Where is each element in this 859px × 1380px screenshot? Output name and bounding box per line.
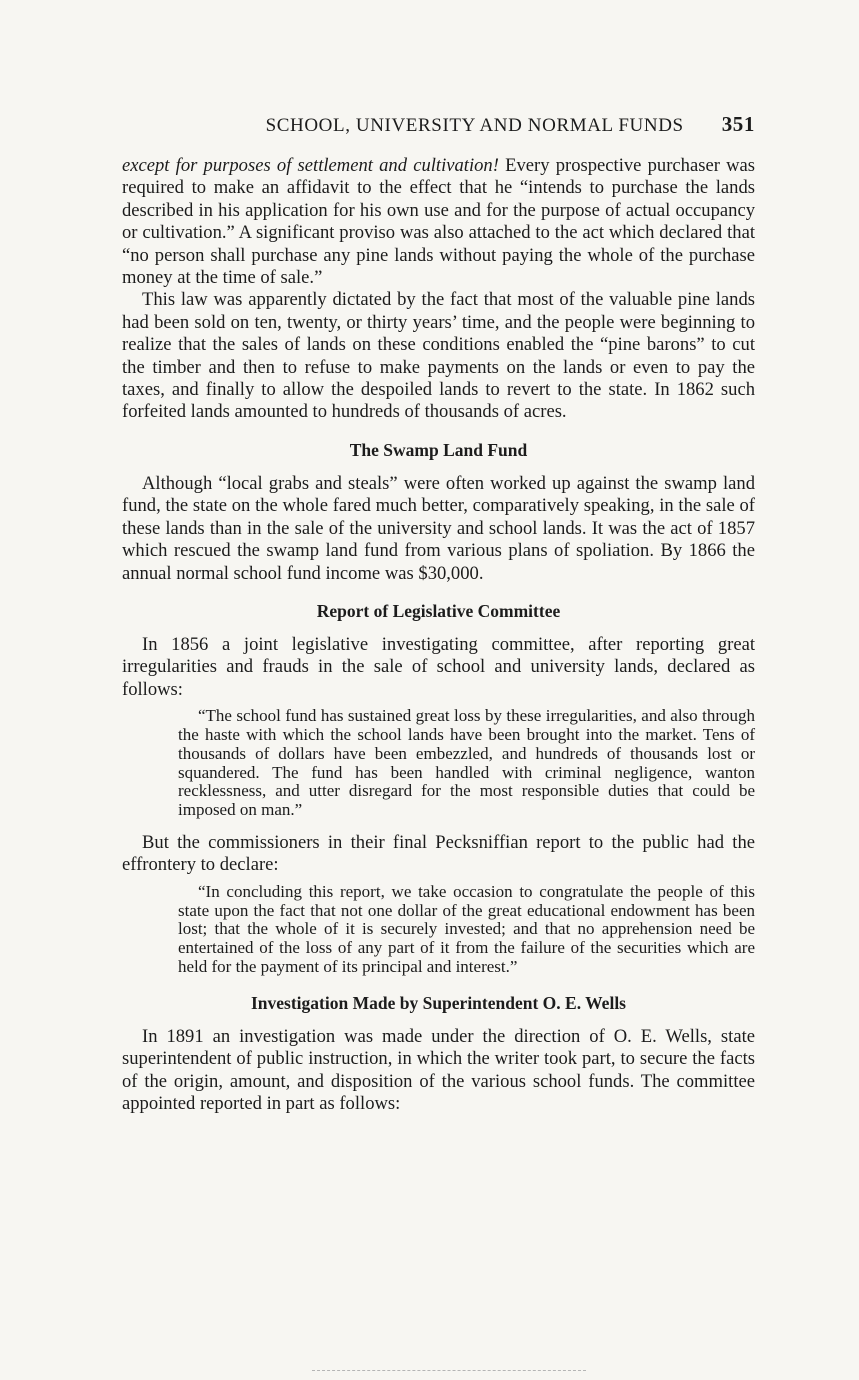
section-heading-legislative-committee: Report of Legislative Committee (316, 600, 561, 621)
paragraph-continuation (122, 155, 755, 289)
section-heading-wells-investigation: Investigation Made by Superintendent O. E. Wells (250, 992, 626, 1013)
paragraph-swamp-land: Although “local grabs and steals” were often worked up against the swamp land fund, the state on the whole fared much better, comparatively speaking, in the sale of these lands than in the sale of the university and school lands. It was the act of 1857 which rescued the swamp land fund from various plans of spoliation. By 1866 the annual normal school fund income was $30,000. (122, 472, 755, 584)
paragraph-wells: In 1891 an investigation was made under the direction of O. E. Wells, state superintendent of public instruction, in which the writer took part, to secure the facts of the origin, amount, and disposition of the various school funds. The committee appointed reported in part as follows: (122, 1025, 755, 1114)
paragraph-commissioners: But the commissioners in their final Pecksniffian report to the public had the effrontery to declare: (122, 831, 755, 876)
block-quote-committee: “The school fund has sustained great loss by these irregularities, and also through the haste with which the school lands have been brought into the market. Tens of thousands of dollars have been embezzled, and hundreds of thousands lost or squandered. The fund has been handled with criminal negligence, wanton recklessness, and utter disregard for the most responsible duties that could be imposed on man.” (178, 706, 755, 820)
page-number: 351 (721, 112, 755, 136)
running-head (122, 112, 755, 137)
footer-rule (312, 1370, 586, 1371)
italic-phrase: except for purposes of settlement and cultivation! (122, 155, 499, 176)
paragraph-committee: In 1856 a joint legislative investigating committee, after reporting great irregularities and frauds in the sale of school and university lands, declared as follows: (122, 633, 755, 700)
paragraph-pine-lands: This law was apparently dictated by the fact that most of the valuable pine lands had been sold on ten, twenty, or thirty years’ time, and the people were beginning to realize that the sales of lands on these conditions enabled the “pine barons” to cut the timber and then to refuse to make payments on the lands or even to pay the taxes, and finally to allow the despoiled lands to revert to the state. In 1862 such forfeited lands amounted to hundreds of thousands of acres. (122, 289, 755, 423)
paragraph-continuation-text: Every prospective purchaser was required to make an affidavit to the effect that he “intends to purchase the lands described in his application for his own use and for the purpose of actual occupancy or cultivation.” A significant proviso was also attached to the act which declared that “no person shall purchase any pine lands without paying the whole of the purchase money at the time of sale.” (122, 155, 755, 289)
section-heading-swamp-land-fund: The Swamp Land Fund (349, 439, 528, 460)
running-title: SCHOOL, UNIVERSITY AND NORMAL FUNDS (265, 115, 684, 136)
block-quote-commissioners: “In concluding this report, we take occasion to congratulate the people of this state upon the fact that not one dollar of the great educational endowment has been lost; that the whole of it is securely invested; and that no apprehension need be entertained of the loss of any part of it from the failure of the securities which are held for the payment of its principal and interest.” (178, 881, 755, 976)
